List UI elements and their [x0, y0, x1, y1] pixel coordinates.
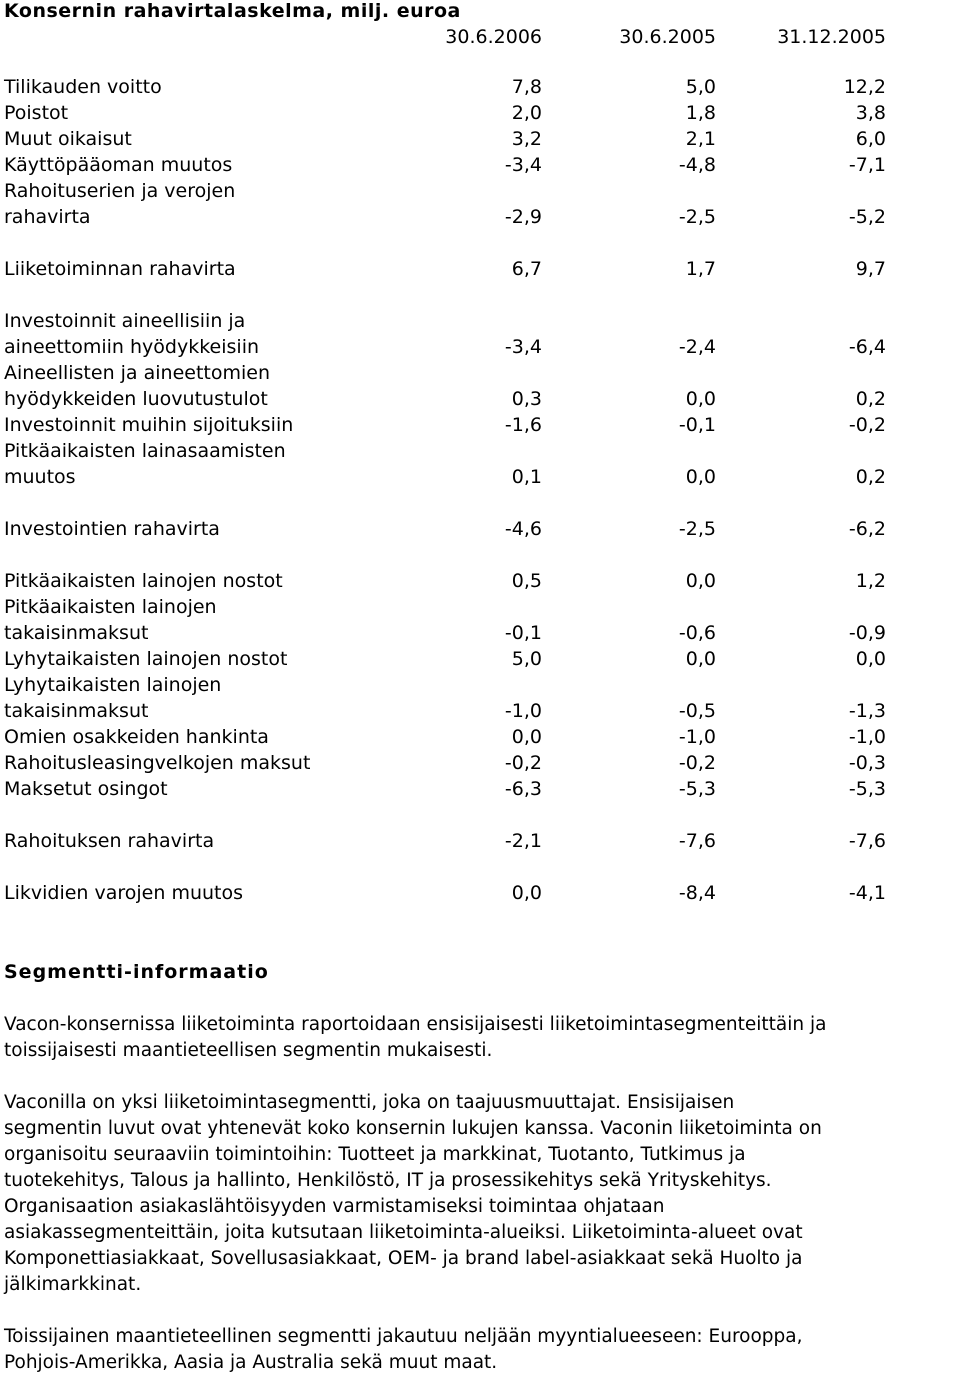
row-value: -2,5 [678, 518, 716, 540]
row-value: 0,0 [685, 466, 716, 488]
row-value: 0,0 [685, 388, 716, 410]
row-value: 0,1 [511, 466, 542, 488]
table-row [0, 102, 960, 128]
document-title: Konsernin rahavirtalaskelma, milj. euroa [4, 0, 461, 22]
table-row [0, 518, 960, 544]
text-line: Vaconilla on yksi liiketoimintasegmentti, joka on taajuusmuuttajat. Ensisijaisen [4, 1092, 735, 1113]
row-label: Investoinnit aineellisiin ja [4, 310, 246, 332]
paragraph-1 [4, 1012, 959, 1064]
table-row [0, 310, 960, 336]
column-header-2006: 30.6.2006 [445, 26, 542, 48]
row-value: 0,0 [685, 570, 716, 592]
row-value: -1,3 [848, 700, 886, 722]
row-value: -0,3 [848, 752, 886, 774]
table-row [0, 700, 960, 726]
text-line: asiakassegmenteittäin, joita kutsutaan liiketoiminta-alueiksi. Liiketoiminta-alueet ovat [4, 1222, 803, 1243]
table-row [0, 648, 960, 674]
table-row [0, 778, 960, 804]
row-value: -2,1 [504, 830, 542, 852]
table-row [0, 362, 960, 388]
row-value: -7,6 [678, 830, 716, 852]
table-row [0, 206, 960, 232]
table-row [0, 570, 960, 596]
text-line: Organisaation asiakaslähtöisyyden varmistamiseksi toimintaa ohjataan [4, 1196, 665, 1217]
text-line: Pohjois-Amerikka, Aasia ja Australia sekä muut maat. [4, 1352, 498, 1373]
row-value: -3,4 [504, 336, 542, 358]
row-value: -0,6 [678, 622, 716, 644]
row-label: Investoinnit muihin sijoituksiin [4, 414, 294, 436]
row-value: 5,0 [685, 76, 716, 98]
row-value: 0,2 [855, 388, 886, 410]
row-label: muutos [4, 466, 76, 488]
row-label: Poistot [4, 102, 69, 124]
row-label: Maksetut osingot [4, 778, 168, 800]
row-value: 1,2 [855, 570, 886, 592]
row-label: Pitkäaikaisten lainasaamisten [4, 440, 286, 462]
row-value: -0,1 [504, 622, 542, 644]
row-label: rahavirta [4, 206, 91, 228]
row-value: -5,2 [848, 206, 886, 228]
row-value: -2,5 [678, 206, 716, 228]
row-label: Rahoituksen rahavirta [4, 830, 215, 852]
table-row [0, 388, 960, 414]
row-value: -0,2 [678, 752, 716, 774]
row-value: 9,7 [855, 258, 886, 280]
row-label: hyödykkeiden luovutustulot [4, 388, 268, 410]
text-line: toissijaisesti maantieteellisen segmentin mukaisesti. [4, 1040, 493, 1061]
row-value: -6,3 [504, 778, 542, 800]
row-value: -0,2 [504, 752, 542, 774]
row-label: Tilikauden voitto [4, 76, 162, 98]
table-row [0, 440, 960, 466]
segment-heading: Segmentti-informaatio [4, 961, 269, 983]
row-label: Investointien rahavirta [4, 518, 220, 540]
table-row [0, 258, 960, 284]
text-line: Vacon-konsernissa liiketoiminta raportoidaan ensisijaisesti liiketoimintasegmenteittäin ja [4, 1014, 827, 1035]
row-label: takaisinmaksut [4, 622, 149, 644]
row-value: 1,7 [685, 258, 716, 280]
paragraph-3 [4, 1324, 959, 1376]
table-row [0, 154, 960, 180]
table-row [0, 752, 960, 778]
row-label: Rahoitusleasingvelkojen maksut [4, 752, 311, 774]
row-value: 0,0 [511, 882, 542, 904]
row-label: Käyttöpääoman muutos [4, 154, 233, 176]
row-value: 0,0 [685, 648, 716, 670]
row-value: 6,7 [511, 258, 542, 280]
text-line: Komponettiasiakkaat, Sovellusasiakkaat, OEM- ja brand label-asiakkaat sekä Huolto ja [4, 1248, 803, 1269]
text-line: organisoitu seuraaviin toimintoihin: Tuotteet ja markkinat, Tuotanto, Tutkimus ja [4, 1144, 746, 1165]
row-value: 0,2 [855, 466, 886, 488]
row-label: Rahoituserien ja verojen [4, 180, 236, 202]
row-value: 5,0 [511, 648, 542, 670]
row-label: Omien osakkeiden hankinta [4, 726, 269, 748]
table-row [0, 726, 960, 752]
row-value: -7,6 [848, 830, 886, 852]
text-line: segmentin luvut ovat yhtenevät koko konsernin lukujen kanssa. Vaconin liiketoiminta on [4, 1118, 822, 1139]
table-row [0, 414, 960, 440]
table-row [0, 674, 960, 700]
row-label: Aineellisten ja aineettomien [4, 362, 270, 384]
row-value: 0,3 [511, 388, 542, 410]
table-row [0, 882, 960, 908]
table-row [0, 830, 960, 856]
row-value: -4,8 [678, 154, 716, 176]
row-value: -5,3 [678, 778, 716, 800]
row-value: -6,2 [848, 518, 886, 540]
row-value: -6,4 [848, 336, 886, 358]
row-value: -1,0 [848, 726, 886, 748]
row-label: Likvidien varojen muutos [4, 882, 244, 904]
row-value: 2,1 [685, 128, 716, 150]
table-row [0, 466, 960, 492]
row-value: 3,8 [855, 102, 886, 124]
row-label: Pitkäaikaisten lainojen nostot [4, 570, 283, 592]
row-label: Pitkäaikaisten lainojen [4, 596, 217, 618]
table-row [0, 76, 960, 102]
row-label: Lyhytaikaisten lainojen nostot [4, 648, 288, 670]
column-header-2005-h1: 30.6.2005 [619, 26, 716, 48]
row-value: -7,1 [848, 154, 886, 176]
column-header-2005-fy: 31.12.2005 [777, 26, 886, 48]
table-row [0, 128, 960, 154]
table-row [0, 596, 960, 622]
row-value: -4,1 [848, 882, 886, 904]
paragraph-2 [4, 1090, 959, 1298]
row-value: -8,4 [678, 882, 716, 904]
row-value: -1,0 [678, 726, 716, 748]
row-value: -0,2 [848, 414, 886, 436]
row-value: -2,9 [504, 206, 542, 228]
row-value: -0,9 [848, 622, 886, 644]
table-row [0, 336, 960, 362]
row-value: -4,6 [504, 518, 542, 540]
row-value: 0,0 [855, 648, 886, 670]
row-value: -2,4 [678, 336, 716, 358]
text-line: tuotekehitys, Talous ja hallinto, Henkilöstö, IT ja prosessikehitys sekä Yrityskehitys. [4, 1170, 772, 1191]
row-value: -1,6 [504, 414, 542, 436]
row-value: 0,0 [511, 726, 542, 748]
row-label: Muut oikaisut [4, 128, 132, 150]
text-line: Toissijainen maantieteellinen segmentti jakautuu neljään myyntialueeseen: Eurooppa, [4, 1326, 803, 1347]
table-row [0, 622, 960, 648]
row-value: 0,5 [511, 570, 542, 592]
row-value: 6,0 [855, 128, 886, 150]
row-value: -5,3 [848, 778, 886, 800]
row-value: 12,2 [843, 76, 886, 98]
row-value: -0,5 [678, 700, 716, 722]
row-label: Liiketoiminnan rahavirta [4, 258, 236, 280]
row-value: 3,2 [511, 128, 542, 150]
row-value: 2,0 [511, 102, 542, 124]
row-label: takaisinmaksut [4, 700, 149, 722]
row-label: Lyhytaikaisten lainojen [4, 674, 222, 696]
table-row [0, 180, 960, 206]
text-line: jälkimarkkinat. [4, 1274, 142, 1295]
row-label: aineettomiin hyödykkeisiin [4, 336, 260, 358]
row-value: -3,4 [504, 154, 542, 176]
row-value: 1,8 [685, 102, 716, 124]
row-value: -1,0 [504, 700, 542, 722]
row-value: -0,1 [678, 414, 716, 436]
row-value: 7,8 [511, 76, 542, 98]
